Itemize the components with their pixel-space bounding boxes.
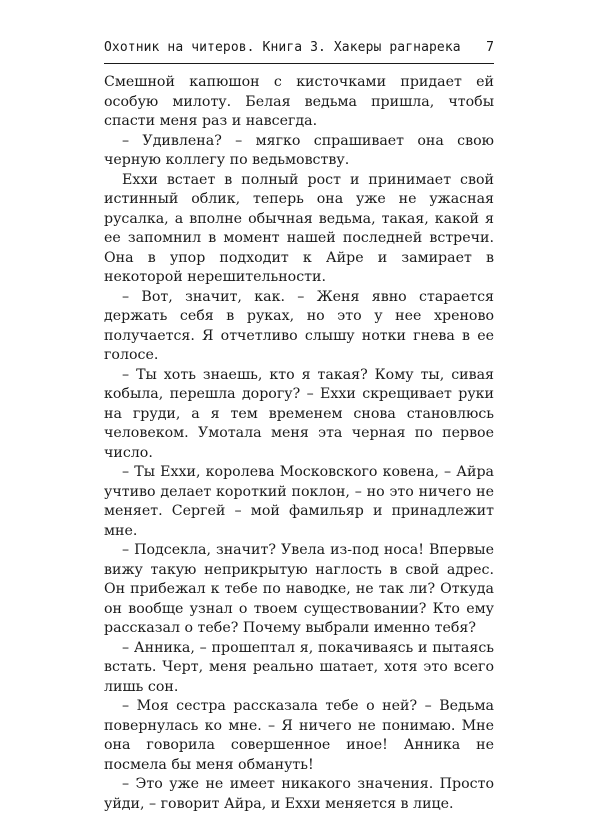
body-text — [104, 73, 494, 814]
paragraph: – Это уже не имеет никакого значения. Просто уйди, – говорит Айра, и Еххи меняется в лице. — [104, 776, 494, 812]
paragraph: Смешной капюшон с кисточками придает ей особую милоту. Белая ведьма пришла, чтобы спасти меня раз и навсегда. — [104, 74, 494, 129]
paragraph: – Подсекла, значит? Увела из-под носа! Впервые вижу такую неприкрытую наглость в свой адрес. Он прибежал к тебе по наводке, не так ли? Откуда он вообще узнал о твоем существовании? Кто ему рассказал о тебе? Почему выбрали именно тебя? — [104, 542, 494, 636]
paragraph: – Вот, значит, как. – Женя явно старается держать себя в руках, но это у нее хреново получается. Я отчетливо слышу нотки гнева в ее голосе. — [104, 288, 494, 363]
paragraph: Еххи встает в полный рост и принимает свой истинный облик, теперь она уже не ужасная русалка, а вполне обычная ведьма, такая, какой я ее запомнил в момент нашей последней встречи. Она в упор подходит к Айре и замирает в некоторой нерешительности. — [104, 171, 494, 285]
paragraph: – Анника, – прошептал я, покачиваясь и пытаясь встать. Черт, меня реально шатает, хотя это всего лишь сон. — [104, 639, 494, 695]
paragraph: – Ты Еххи, королева Московского ковена, – Айра учтиво делает короткий поклон, – но это ничего не меняет. Сергей – мой фамильяр и принадлежит мне. — [104, 464, 494, 539]
paragraph: – Удивлена? – мягко спрашивает она свою черную коллегу по ведьмовству. — [104, 132, 494, 168]
book-title: Охотник на читеров. Книга 3. Хакеры рагнарека — [104, 40, 461, 55]
header-divider — [104, 63, 494, 64]
page-number: 7 — [486, 40, 494, 55]
paragraph: – Моя сестра рассказала тебе о ней? – Ведьма повернулась ко мне. – Я ничего не понимаю. Мне она говорила совершенное иное! Анника не посмела бы меня обмануть! — [104, 698, 494, 773]
paragraph: – Ты хоть знаешь, кто я такая? Кому ты, сивая кобыла, перешла дорогу? – Еххи скрещивает руки на груди, а я тем временем снова становлюсь человеком. Умотала меня эта черная по первое число. — [104, 366, 494, 461]
running-head — [104, 40, 494, 62]
